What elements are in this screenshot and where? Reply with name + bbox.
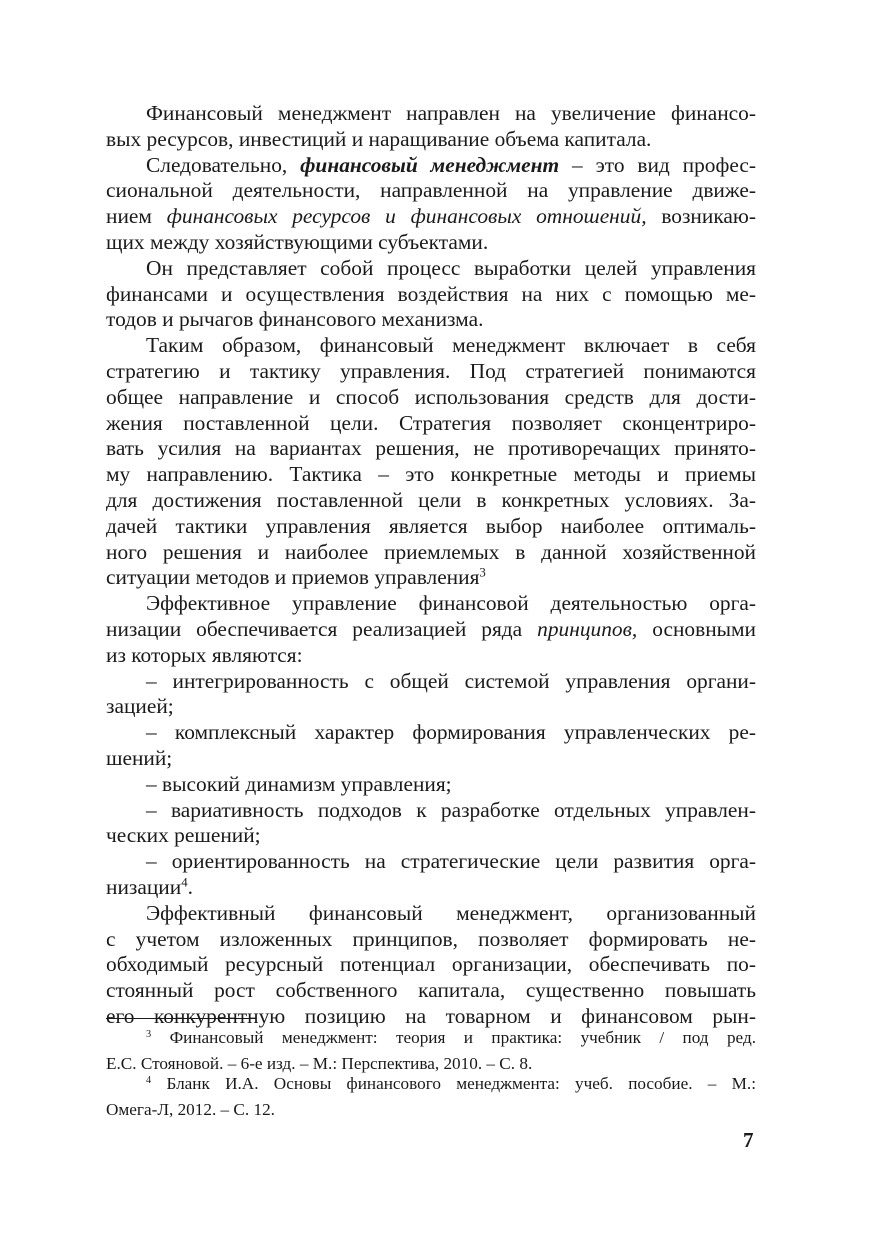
footnote-line bbox=[106, 1073, 756, 1099]
main-text bbox=[106, 101, 756, 1030]
text-line: вать усилия на вариантах решения, не противоречащих принято- bbox=[106, 436, 756, 461]
text-line: вых ресурсов, инвестиций и наращивание объема капитала. bbox=[106, 126, 652, 151]
text-line: Он представляет собой процесс выработки целей управления bbox=[146, 255, 756, 280]
list-item bbox=[106, 798, 756, 850]
italic-term: финансовых ресурсов и финансовых отношений, bbox=[166, 204, 647, 229]
footnote-line: Омега-Л, 2012. – С. 12. bbox=[106, 1099, 275, 1119]
text-line: тодов и рычагов финансового механизма. bbox=[106, 307, 484, 332]
footnote-ref[interactable]: 3 bbox=[479, 565, 486, 580]
list-item bbox=[106, 720, 756, 772]
text-line: щих между хозяйствующими субъектами. bbox=[106, 229, 489, 254]
text-line: с учетом изложенных принципов, позволяет формировать не- bbox=[106, 926, 756, 951]
text-line: Эффективное управление финансовой деятельностью орга- bbox=[146, 591, 756, 616]
paragraph-3 bbox=[106, 256, 756, 333]
footnote-text: Финансовый менеджмент: теория и практика: учебник / под ред. bbox=[169, 1028, 756, 1047]
paragraph-2 bbox=[106, 153, 756, 256]
text-line: ческих решений; bbox=[106, 823, 261, 848]
paragraph-5 bbox=[106, 591, 756, 668]
text-line: для достижения поставленной цели в конкретных условиях. За- bbox=[106, 487, 756, 512]
text-line: из которых являются: bbox=[106, 642, 303, 667]
text-line: общее направление и способ использования средств для дости- bbox=[106, 384, 756, 409]
text-line bbox=[106, 153, 756, 179]
footnote-text: Бланк И.А. Основы финансового менеджмента: учеб. пособие. – М.: bbox=[166, 1074, 757, 1093]
paragraph-4 bbox=[106, 333, 756, 591]
text-line bbox=[106, 875, 756, 901]
page-number: 7 bbox=[743, 1128, 754, 1152]
paragraph-1 bbox=[106, 101, 756, 153]
text-line: Таким образом, финансовый менеджмент включает в себя bbox=[146, 333, 756, 358]
list-item bbox=[106, 772, 756, 798]
text-line: – комплексный характер формирования управленческих ре- bbox=[146, 720, 756, 745]
text-run: основными bbox=[637, 616, 756, 641]
text-run: нием bbox=[106, 204, 167, 229]
principles-list bbox=[106, 669, 756, 901]
text-line: му направлению. Тактика – это конкретные методы и приемы bbox=[106, 462, 756, 487]
footnote-number: 3 bbox=[146, 1028, 152, 1040]
text-line: сиональной деятельности, направленной на управление движе- bbox=[106, 178, 756, 203]
list-item bbox=[106, 669, 756, 721]
text-line: дачей тактики управления является выбор наиболее оптималь- bbox=[106, 513, 756, 538]
list-item bbox=[106, 849, 756, 901]
text-line: – высокий динамизм управления; bbox=[146, 771, 452, 796]
text-line: ного решения и наиболее приемлемых в данной хозяйственной bbox=[106, 539, 756, 564]
period: . bbox=[187, 874, 193, 899]
text-run: низации bbox=[106, 874, 182, 899]
text-line bbox=[106, 565, 756, 591]
text-run: – это вид профес- bbox=[559, 152, 756, 177]
text-line: – ориентированность на стратегические цели развития орга- bbox=[146, 849, 756, 874]
text-line bbox=[106, 617, 756, 643]
text-line bbox=[106, 204, 756, 230]
footnote-ref[interactable]: 4 bbox=[181, 875, 188, 890]
text-line: шений; bbox=[106, 745, 173, 770]
text-line: финансами и осуществления воздействия на них с помощью ме- bbox=[106, 281, 756, 306]
text-run: низации обеспечивается реализацией ряда bbox=[106, 616, 538, 641]
text-line: стратегию и тактику управления. Под стратегией понимаются bbox=[106, 358, 756, 383]
text-run: возникаю- bbox=[646, 204, 756, 229]
footnote-line: Е.С. Стояновой. – 6-е изд. – М.: Перспектива, 2010. – С. 8. bbox=[106, 1053, 533, 1073]
text-line: – вариативность подходов к разработке отдельных управлен- bbox=[146, 797, 756, 822]
italic-term: принципов, bbox=[537, 616, 638, 641]
text-line: жения поставленной цели. Стратегия позволяет сконцентриро- bbox=[106, 410, 756, 435]
text-line: Эффективный финансовый менеджмент, организованный bbox=[146, 900, 756, 925]
footnote-3 bbox=[106, 1027, 756, 1079]
text-run: ситуации методов и приемов управления bbox=[106, 565, 480, 590]
footnote-4 bbox=[106, 1073, 756, 1125]
text-run: Следовательно, bbox=[146, 152, 301, 177]
text-line: Финансовый менеджмент направлен на увеличение финансо- bbox=[146, 101, 756, 125]
text-line: обходимый ресурсный потенциал организации, обеспечивать по- bbox=[106, 952, 756, 977]
text-line: его конкурентную позицию на товарном и финансовом рын- bbox=[106, 1003, 756, 1028]
text-line: – интегрированность с общей системой управления органи- bbox=[146, 668, 756, 693]
footnote-line bbox=[106, 1027, 756, 1053]
footnote-number: 4 bbox=[146, 1074, 152, 1086]
term-financial-management: финансовый менеджмент bbox=[300, 152, 560, 177]
paragraph-6 bbox=[106, 901, 756, 1030]
text-line: стоянный рост собственного капитала, существенно повышать bbox=[106, 978, 756, 1003]
text-line: зацией; bbox=[106, 694, 174, 719]
footnote-divider bbox=[106, 1018, 256, 1019]
